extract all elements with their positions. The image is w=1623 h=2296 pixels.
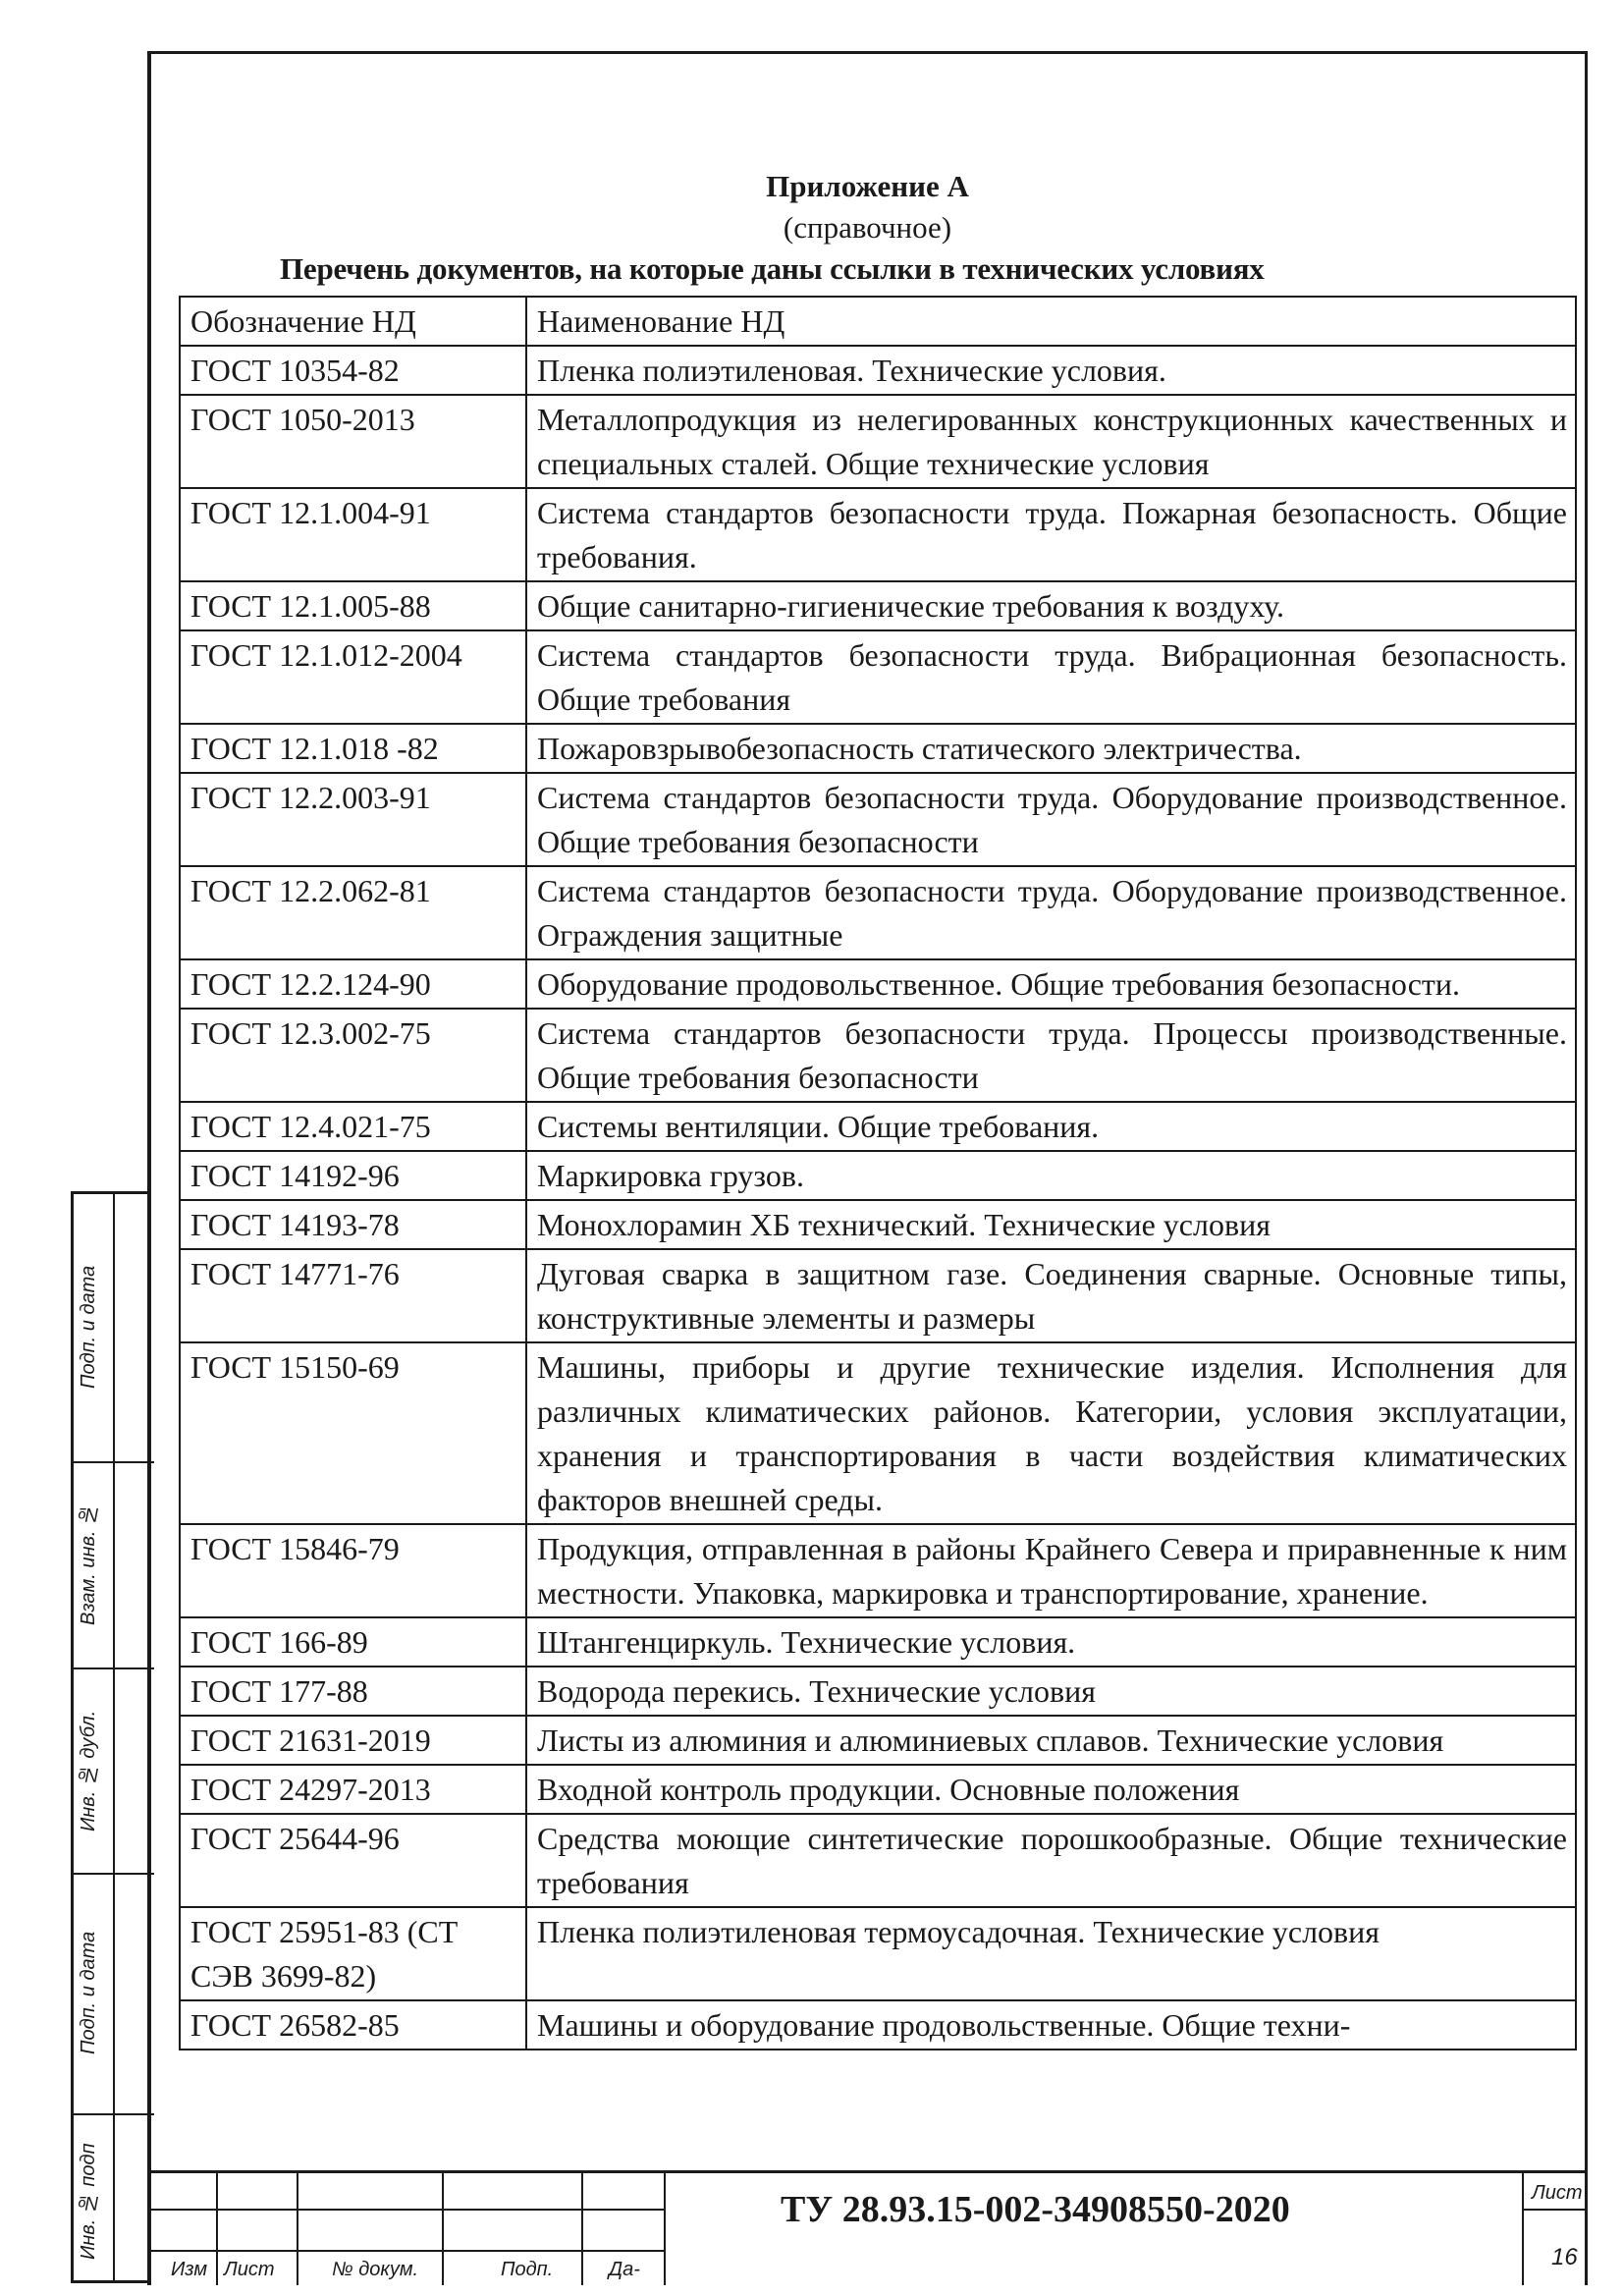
side-label-dup-inv: Инв. № дубл. bbox=[78, 1710, 99, 1831]
title-block-divider bbox=[216, 2173, 218, 2285]
col-label-signature: Подп. bbox=[501, 2259, 554, 2280]
table-row bbox=[180, 488, 1576, 581]
title-block-divider bbox=[581, 2173, 583, 2285]
row-code: ГОСТ 15846-79 bbox=[180, 1524, 526, 1617]
title-block-divider bbox=[1522, 2173, 1524, 2285]
row-code: ГОСТ 177-88 bbox=[180, 1667, 526, 1716]
row-code: ГОСТ 25951-83 (СТ СЭВ 3699-82) bbox=[180, 1907, 526, 2000]
row-code: ГОСТ 1050-2013 bbox=[180, 395, 526, 488]
title-block-rule bbox=[1522, 2209, 1588, 2211]
documents-table bbox=[179, 296, 1577, 2050]
list-title: Перечень документов, на которые даны ссылки в технических условиях bbox=[280, 251, 1265, 286]
col-label-date: Да- bbox=[609, 2259, 640, 2280]
side-stamp-rule bbox=[74, 1461, 154, 1463]
row-code: ГОСТ 12.1.004-91 bbox=[180, 488, 526, 581]
row-name: Пленка полиэтиленовая термоусадочная. Технические условия bbox=[526, 1907, 1576, 2000]
row-code: ГОСТ 12.3.002-75 bbox=[180, 1009, 526, 1102]
row-name: Система стандартов безопасности труда. Оборудование производственное. Ограждения защитные bbox=[526, 866, 1576, 959]
title-block-divider bbox=[664, 2173, 666, 2285]
title-block-rule bbox=[147, 2250, 664, 2252]
row-name: Водорода перекись. Технические условия bbox=[526, 1667, 1576, 1716]
row-name: Продукция, отправленная в районы Крайнего Севера и приравненные к ним местности. Упаковка, маркировка и транспортирование, хранение. bbox=[526, 1524, 1576, 1617]
table-row bbox=[180, 346, 1576, 395]
table-row bbox=[180, 1617, 1576, 1667]
side-label-orig-inv: Инв. № подп bbox=[78, 2143, 99, 2261]
row-name: Общие санитарно-гигиенические требования к воздуху. bbox=[526, 581, 1576, 630]
table-row bbox=[180, 1249, 1576, 1342]
side-stamp bbox=[71, 1191, 151, 2283]
table-row bbox=[180, 395, 1576, 488]
side-label-replace-inv: Взам. инв. № bbox=[78, 1503, 99, 1626]
table-row bbox=[180, 1907, 1576, 2000]
row-name: Средства моющие синтетические порошкообразные. Общие технические требования bbox=[526, 1814, 1576, 1907]
table-row bbox=[180, 1342, 1576, 1524]
table-row bbox=[180, 1667, 1576, 1716]
table-row bbox=[180, 1524, 1576, 1617]
side-stamp-rule bbox=[74, 1873, 154, 1875]
side-label-sign-date-2: Подп. и дата bbox=[78, 1931, 99, 2055]
row-code: ГОСТ 24297-2013 bbox=[180, 1765, 526, 1814]
row-name: Листы из алюминия и алюминиевых сплавов. Технические условия bbox=[526, 1716, 1576, 1765]
title-block-divider bbox=[297, 2173, 298, 2285]
row-code: ГОСТ 25644-96 bbox=[180, 1814, 526, 1907]
document-code: ТУ 28.93.15-002-34908550-2020 bbox=[781, 2189, 1290, 2230]
row-name: Машины, приборы и другие технические изделия. Исполнения для различных климатических районов. Категории, условия эксплуатации, хранения и транспортирования в части воздействия климатических факторов внешней среды. bbox=[526, 1342, 1576, 1524]
row-code: ГОСТ 14192-96 bbox=[180, 1151, 526, 1200]
row-name: Система стандартов безопасности труда. Вибрационная безопасность. Общие требования bbox=[526, 630, 1576, 724]
table-row bbox=[180, 581, 1576, 630]
row-code: ГОСТ 166-89 bbox=[180, 1617, 526, 1667]
table-row bbox=[180, 1765, 1576, 1814]
side-stamp-divider bbox=[113, 1194, 115, 2280]
row-name: Система стандартов безопасности труда. Пожарная безопасность. Общие требования. bbox=[526, 488, 1576, 581]
side-stamp-rule bbox=[74, 2113, 154, 2115]
sheet-label: Лист bbox=[1532, 2182, 1583, 2204]
table-row bbox=[180, 630, 1576, 724]
table-row bbox=[180, 2000, 1576, 2050]
row-name: Маркировка грузов. bbox=[526, 1151, 1576, 1200]
row-code: ГОСТ 12.1.018 -82 bbox=[180, 724, 526, 773]
table-row bbox=[180, 1009, 1576, 1102]
row-name: Пленка полиэтиленовая. Технические условия. bbox=[526, 346, 1576, 395]
row-code: ГОСТ 12.1.005-88 bbox=[180, 581, 526, 630]
table-row bbox=[180, 1814, 1576, 1907]
row-code: ГОСТ 10354-82 bbox=[180, 346, 526, 395]
column-header-name: Наименование НД bbox=[526, 297, 1576, 346]
table-row bbox=[180, 866, 1576, 959]
title-block-rule bbox=[147, 2209, 664, 2211]
row-name: Система стандартов безопасности труда. Оборудование производственное. Общие требования безопасности bbox=[526, 773, 1576, 866]
col-label-sheet: Лист bbox=[224, 2259, 275, 2280]
row-name: Пожаровзрывобезопасность статического электричества. bbox=[526, 724, 1576, 773]
row-name: Металлопродукция из нелегированных конструкционных качественных и специальных сталей. Общие технические условия bbox=[526, 395, 1576, 488]
row-code: ГОСТ 12.2.124-90 bbox=[180, 959, 526, 1009]
col-label-change: Изм bbox=[171, 2259, 208, 2280]
row-code: ГОСТ 12.1.012-2004 bbox=[180, 630, 526, 724]
row-name: Входной контроль продукции. Основные положения bbox=[526, 1765, 1576, 1814]
table-row bbox=[180, 1200, 1576, 1249]
row-name: Оборудование продовольственное. Общие требования безопасности. bbox=[526, 959, 1576, 1009]
table-row bbox=[180, 1151, 1576, 1200]
row-name: Система стандартов безопасности труда. Процессы производственные. Общие требования безопасности bbox=[526, 1009, 1576, 1102]
table-row bbox=[180, 773, 1576, 866]
sheet-number: 16 bbox=[1551, 2244, 1578, 2270]
row-name: Машины и оборудование продовольственные. Общие техни- bbox=[526, 2000, 1576, 2050]
row-name: Дуговая сварка в защитном газе. Соединения сварные. Основные типы, конструктивные элементы и размеры bbox=[526, 1249, 1576, 1342]
col-label-doc-number: № докум. bbox=[332, 2259, 419, 2280]
appendix-type: (справочное) bbox=[783, 210, 952, 245]
table-row bbox=[180, 959, 1576, 1009]
row-code: ГОСТ 14771-76 bbox=[180, 1249, 526, 1342]
table-header-row bbox=[180, 297, 1576, 346]
table-row bbox=[180, 724, 1576, 773]
side-stamp-rule bbox=[74, 1667, 154, 1669]
appendix-title: Приложение А bbox=[766, 169, 969, 203]
title-block-divider bbox=[442, 2173, 444, 2285]
side-label-sign-date: Подп. и дата bbox=[78, 1265, 99, 1389]
row-name: Монохлорамин ХБ технический. Технические условия bbox=[526, 1200, 1576, 1249]
row-name: Системы вентиляции. Общие требования. bbox=[526, 1102, 1576, 1151]
row-code: ГОСТ 12.2.062-81 bbox=[180, 866, 526, 959]
row-code: ГОСТ 12.2.003-91 bbox=[180, 773, 526, 866]
row-code: ГОСТ 15150-69 bbox=[180, 1342, 526, 1524]
row-code: ГОСТ 12.4.021-75 bbox=[180, 1102, 526, 1151]
column-header-code: Обозначение НД bbox=[180, 297, 526, 346]
row-name: Штангенциркуль. Технические условия. bbox=[526, 1617, 1576, 1667]
row-code: ГОСТ 26582-85 bbox=[180, 2000, 526, 2050]
table-row bbox=[180, 1716, 1576, 1765]
row-code: ГОСТ 21631-2019 bbox=[180, 1716, 526, 1765]
table-row bbox=[180, 1102, 1576, 1151]
row-code: ГОСТ 14193-78 bbox=[180, 1200, 526, 1249]
